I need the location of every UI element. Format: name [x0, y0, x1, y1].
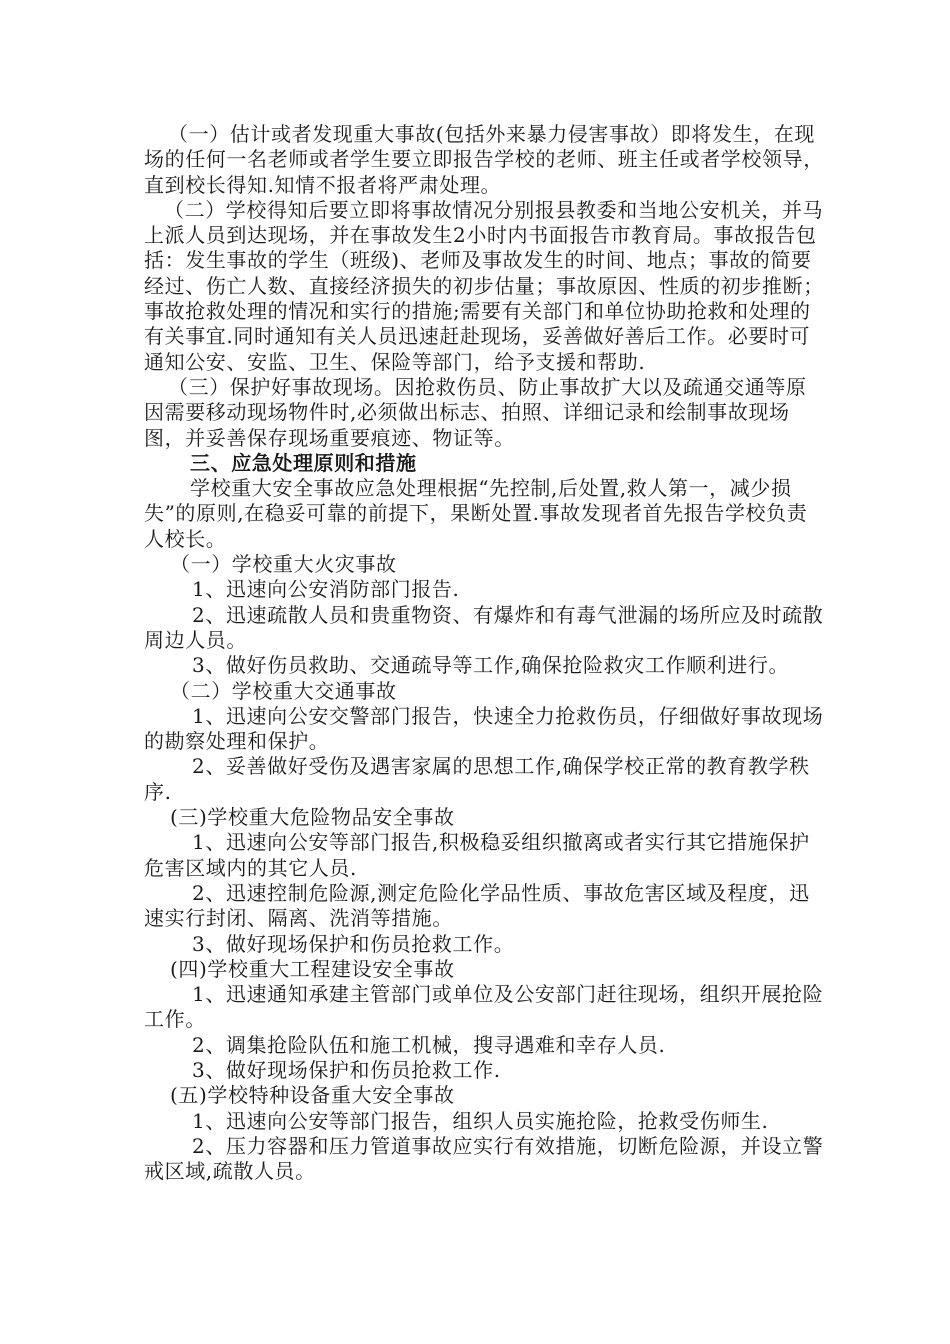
list-item: 2、调集抢险队伍和施工机械，搜寻遇难和幸存人员.: [192, 1032, 666, 1057]
subheading-construction: (四)学校重大工程建设安全事故: [170, 956, 455, 981]
paragraph-report-imminent: （一）估计或者发现重大事故(包括外来暴力侵害事故）即将发生，在现场的任何一名老师或者学生要立即报告学校的老师、班主任或者学校领导，直到校长得知.知情不报者将严肃处理。: [144, 122, 824, 197]
list-item: 2、妥善做好受伤及遇害家属的思想工作,确保学校正常的教育教学秩序.: [144, 754, 810, 804]
list-item: 2、迅速疏散人员和贵重物资、有爆炸和有毒气泄漏的场所应及时疏散周边人员。: [144, 602, 824, 652]
list-item: 1、迅速向公安等部门报告，组织人员实施抢险，抢救受伤师生.: [192, 1108, 769, 1133]
document-body: [144, 122, 824, 1184]
list-item: 1、迅速通知承建主管部门或单位及公安部门赶往现场，组织开展抢险工作。: [144, 982, 824, 1032]
list-item: 3、做好现场保护和伤员抢救工作.: [192, 1057, 501, 1082]
paragraph-protect-scene: （三）保护好事故现场。因抢救伤员、防止事故扩大以及疏通交通等原因需要移动现场物件时,必须做出标志、拍照、详细记录和绘制事故现场图，并妥善保存现场重要痕迹、物证等。: [144, 374, 807, 450]
subheading-special-equipment: (五)学校特种设备重大安全事故: [170, 1083, 455, 1108]
subheading-traffic: （二）学校重大交通事故: [170, 678, 397, 703]
paragraph-school-reporting: （二）学校得知后要立即将事故情况分别报县教委和当地公安机关，并马上派人员到达现场，并在事故发生2小时内书面报告市教育局。事故报告包括：发生事故的学生（班级)、老师及事故发生的时间、地点；事故的简要经过、伤亡人数、直接经济损失的初步估量；事故原因、性质的初步推断；事故抢救处理的情况和实行的措施;需要有关部门和单位协助抢救和处理的有关事宜.同时通知有关人员迅速赶赴现场，妥善做好善后工作。必要时可通知公安、安监、卫生、保险等部门，给予支援和帮助.: [144, 197, 824, 374]
subheading-hazardous-materials: (三)学校重大危险物品安全事故: [170, 805, 455, 830]
list-item: 3、做好伤员救助、交通疏导等工作,确保抢险救灾工作顺利进行。: [192, 653, 790, 678]
list-item: 1、迅速向公安交警部门报告，快速全力抢救伤员，仔细做好事故现场的勘察处理和保护。: [144, 703, 824, 754]
section-heading: 三、应急处理原则和措施: [190, 450, 417, 475]
list-item: 2、迅速控制危险源,测定危险化学品性质、事故危害区域及程度，迅速实行封闭、隔离、洗消等措施。: [144, 880, 810, 931]
list-item: 2、压力容器和压力管道事故应实行有效措施，切断危险源，并设立警戒区域,疏散人员。: [144, 1133, 824, 1184]
list-item: 3、做好现场保护和伤员抢救工作。: [192, 931, 515, 956]
list-item: 1、迅速向公安消防部门报告.: [192, 577, 460, 602]
paragraph-principles: 学校重大安全事故应急处理根据“先控制,后处置,救人第一，减少损失”的原则,在稳妥可靠的前提下，果断处置.事故发现者首先报告学校负责人校长。: [144, 476, 808, 551]
list-item: 1、迅速向公安等部门报告,积极稳妥组织撤离或者实行其它措施保护危害区域内的其它人员.: [144, 830, 810, 880]
subheading-fire: （一）学校重大火灾事故: [170, 552, 397, 577]
